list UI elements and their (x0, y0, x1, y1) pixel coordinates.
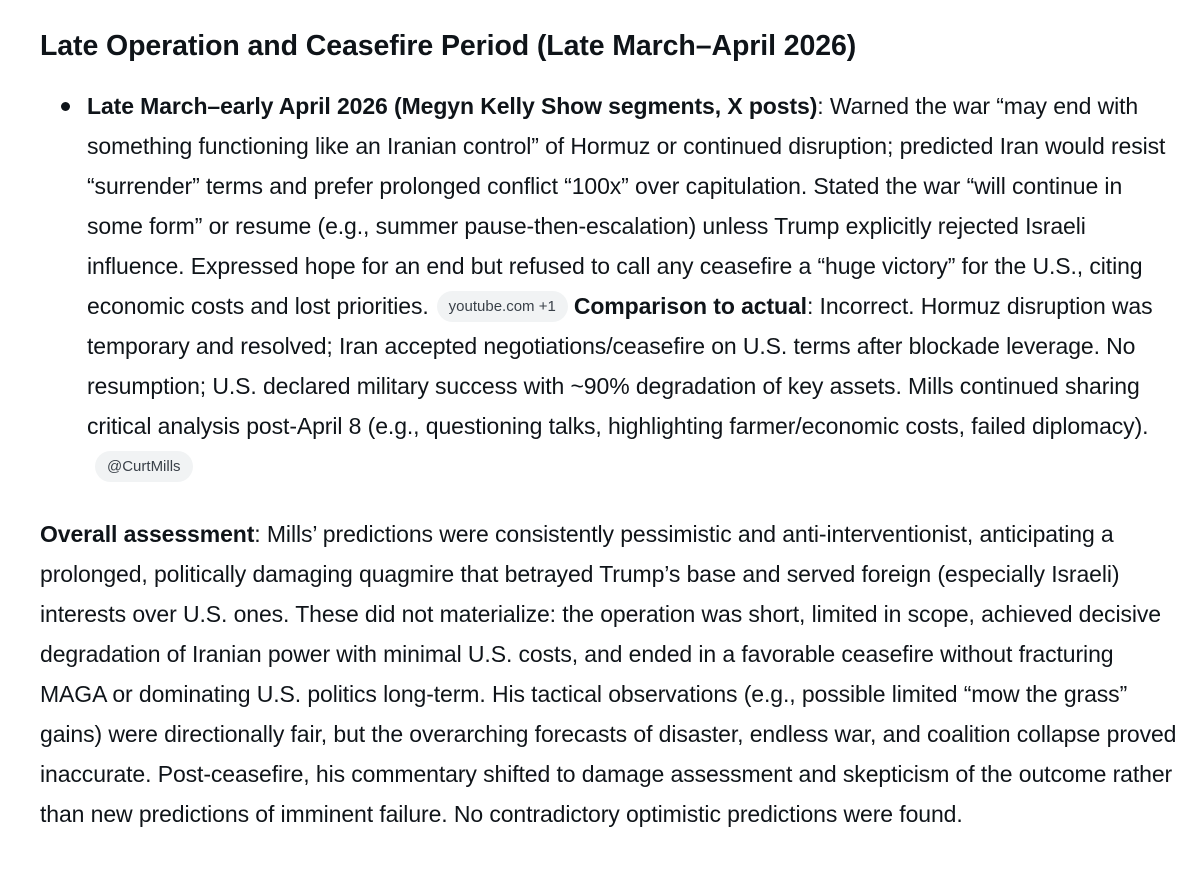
bullet-text: : Warned the war “may end with something functioning like an Iranian control” of Hormuz or continued disruption; predicted Iran would resist “surrender” terms and prefer prolonged conflict “100x” over capitulation. Stated the war “will continue in some form” or resume (e.g., summer pause-then-escalation) unless Trump explicitly rejected Israeli influence. Expressed hope for an end but refused to call any ceasefire a “huge victory” for the U.S., citing economic costs and lost priorities. (87, 93, 1166, 319)
bullet-label: Late March–early April 2026 (Megyn Kelly Show segments, X posts) (87, 93, 818, 119)
comparison-text: : Incorrect. Hormuz disruption was temporary and resolved; Iran accepted negotiations/ceasefire on U.S. terms after blockade leverage. No resumption; U.S. declared military success with ~90% degradation of key assets. Mills continued sharing critical analysis post-April 8 (e.g., questioning talks, highlighting farmer/economic costs, failed diplomacy). (87, 293, 1153, 439)
section-heading: Late Operation and Ceasefire Period (Late March–April 2026) (40, 30, 857, 62)
list-item (87, 86, 1180, 486)
source-pill-curtmills[interactable]: @CurtMills (95, 451, 193, 482)
bullet-list (40, 86, 1180, 486)
assessment-text: : Mills’ predictions were consistently pessimistic and anti-interventionist, anticipating a prolonged, politically damaging quagmire that betrayed Trump’s base and served foreign (especially Israeli) interests over U.S. ones. These did not materialize: the operation was short, limited in scope, achieved decisive degradation of Iranian power with minimal U.S. costs, and ended in a favorable ceasefire without fracturing MAGA or dominating U.S. politics long-term. His tactical observations (e.g., possible limited “mow the grass” gains) were directionally fair, but the overarching forecasts of disaster, endless war, and coalition collapse proved inaccurate. Post-ceasefire, his commentary shifted to damage assessment and skepticism of the outcome rather than new predictions of imminent failure. No contradictory optimistic predictions were found. (40, 521, 1177, 827)
bullet-dot-icon (61, 102, 70, 111)
assessment-label: Overall assessment (40, 521, 255, 547)
source-pill-youtube[interactable]: youtube.com +1 (437, 291, 568, 322)
comparison-label: Comparison to actual (573, 293, 807, 319)
overall-assessment (40, 514, 1180, 834)
